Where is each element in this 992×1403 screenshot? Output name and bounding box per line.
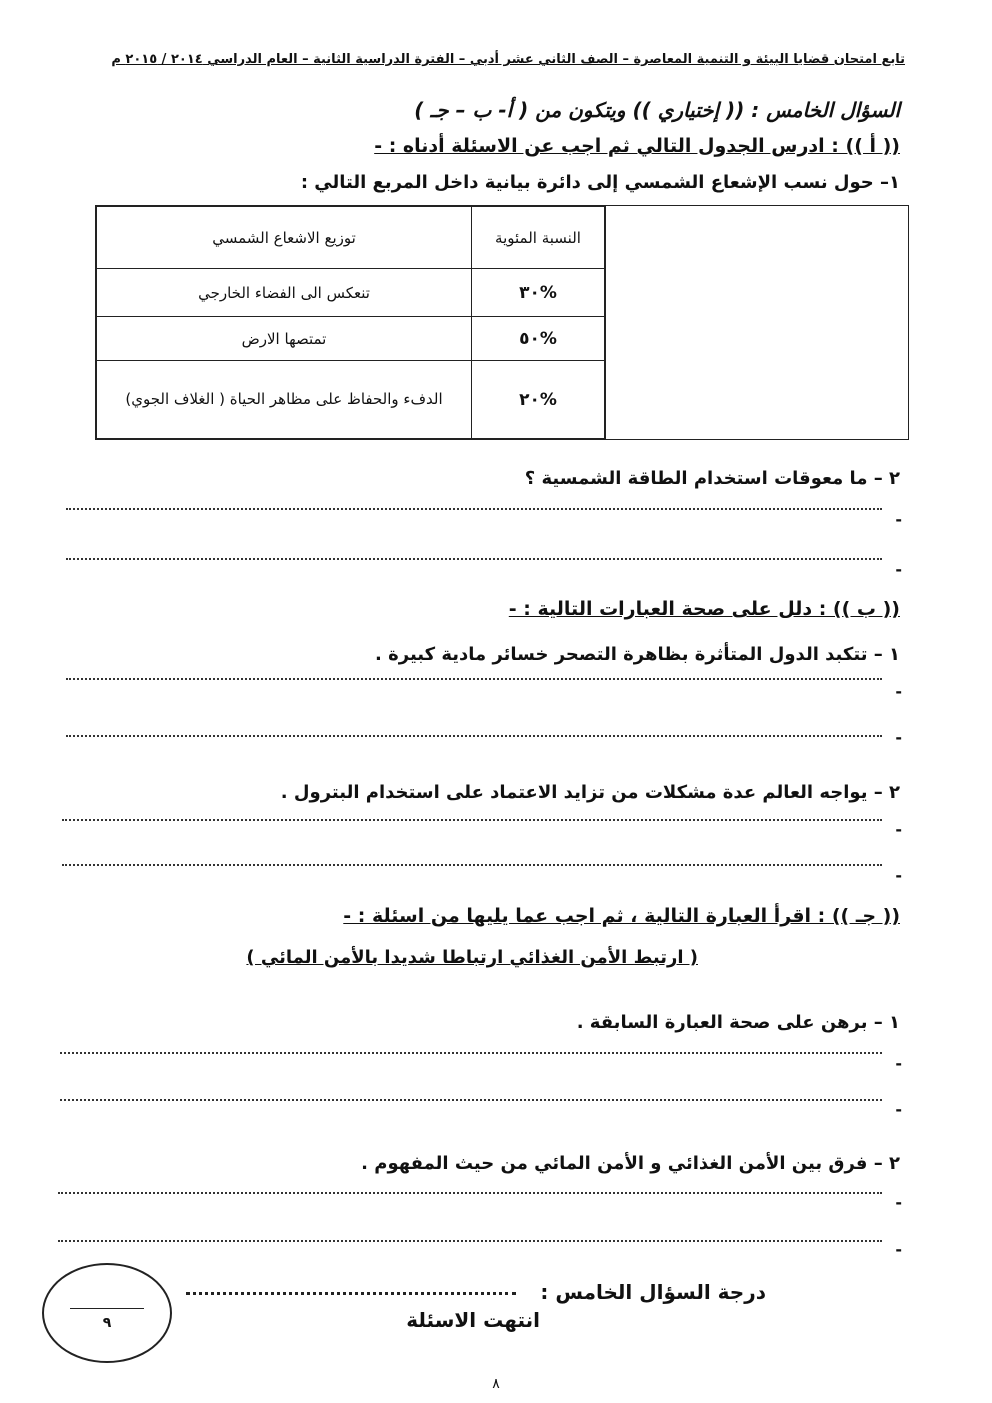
table-cell-label: تنعكس الى الفضاء الخارجي: [97, 269, 472, 317]
table-cell-label: الدفء والحفاظ على مظاهر الحياة ( الغلاف الجوي): [97, 361, 472, 439]
question-title: السؤال الخامس : (( إختياري )) ويتكون من ( أ- ب – جـ ): [414, 98, 900, 122]
page-number: ٨: [492, 1376, 500, 1392]
table-row: [97, 317, 605, 361]
pie-chart-drawing-box[interactable]: [605, 206, 908, 439]
grade-answer-line[interactable]: [186, 1290, 516, 1295]
line-dash: -: [895, 820, 902, 839]
radiation-table: [96, 206, 605, 439]
line-dash: -: [895, 1054, 902, 1073]
table-cell-percent: %٢٠: [472, 361, 605, 439]
exam-header: تابع امتحان قضايا البيئة و التنمية المعاصرة – الصف الثاني عشر أدبي – الفترة الدراسية الثانية – العام الدراسي ٢٠١٤ / ٢٠١٥ م: [111, 52, 905, 67]
answer-line[interactable]: [60, 1097, 882, 1101]
line-dash: -: [895, 1100, 902, 1119]
part-c-quote: ( ارتبط الأمن الغذائي ارتباطا شديدا بالأمن المائي ): [246, 947, 698, 968]
table-header-distribution: توزيع الاشعاع الشمسي: [97, 207, 472, 269]
table-row: [97, 361, 605, 439]
table-header-percent: النسبة المئوية: [472, 207, 605, 269]
part-b-question-1: ١ – تتكبد الدول المتأثرة بظاهرة التصحر خسائر مادية كبيرة .: [375, 644, 900, 665]
part-c-question-2: ٢ – فرق بين الأمن الغذائي و الأمن المائي من حيث المفهوم .: [361, 1153, 900, 1174]
answer-line[interactable]: [58, 1190, 882, 1194]
table-cell-percent: %٥٠: [472, 317, 605, 361]
line-dash: -: [895, 560, 902, 579]
score-total: ٩: [102, 1315, 112, 1331]
answer-line[interactable]: [62, 817, 882, 821]
part-b-question-2: ٢ – يواجه العالم عدة مشكلات من تزايد الاعتماد على استخدام البترول .: [280, 782, 900, 803]
table-row: [97, 269, 605, 317]
part-c-question-1: ١ – برهن على صحة العبارة السابقة .: [576, 1012, 900, 1033]
line-dash: -: [895, 1240, 902, 1259]
part-a-heading: (( أ )) : ادرس الجدول التالي ثم اجب عن الاسئلة أدناه : -: [374, 135, 900, 157]
end-of-questions: انتهت الاسئلة: [406, 1308, 540, 1332]
line-dash: -: [895, 866, 902, 885]
part-a-question-2: ٢ – ما معوقات استخدام الطاقة الشمسية ؟: [524, 468, 900, 489]
line-dash: -: [895, 510, 902, 529]
radiation-table-frame: [95, 205, 909, 440]
answer-line[interactable]: [62, 862, 882, 866]
answer-line[interactable]: [58, 1238, 882, 1242]
score-divider: [70, 1308, 144, 1309]
answer-line[interactable]: [66, 733, 882, 737]
part-a-question-1: ١– حول نسب الإشعاع الشمسي إلى دائرة بيانية داخل المربع التالي :: [300, 172, 900, 193]
answer-line[interactable]: [66, 556, 882, 560]
score-oval: [42, 1263, 172, 1363]
line-dash: -: [895, 728, 902, 747]
answer-line[interactable]: [60, 1050, 882, 1054]
table-cell-percent: %٣٠: [472, 269, 605, 317]
part-b-heading: (( ب )) : دلل على صحة العبارات التالية : -: [508, 598, 900, 620]
line-dash: -: [895, 1193, 902, 1212]
answer-line[interactable]: [66, 676, 882, 680]
answer-line[interactable]: [66, 506, 882, 510]
table-cell-label: تمتصها الارض: [97, 317, 472, 361]
part-c-heading: (( جـ )) : اقرأ العبارة التالية ، ثم اجب عما يليها من اسئلة : -: [343, 905, 900, 927]
line-dash: -: [895, 682, 902, 701]
grade-label: درجة السؤال الخامس :: [540, 1280, 766, 1304]
